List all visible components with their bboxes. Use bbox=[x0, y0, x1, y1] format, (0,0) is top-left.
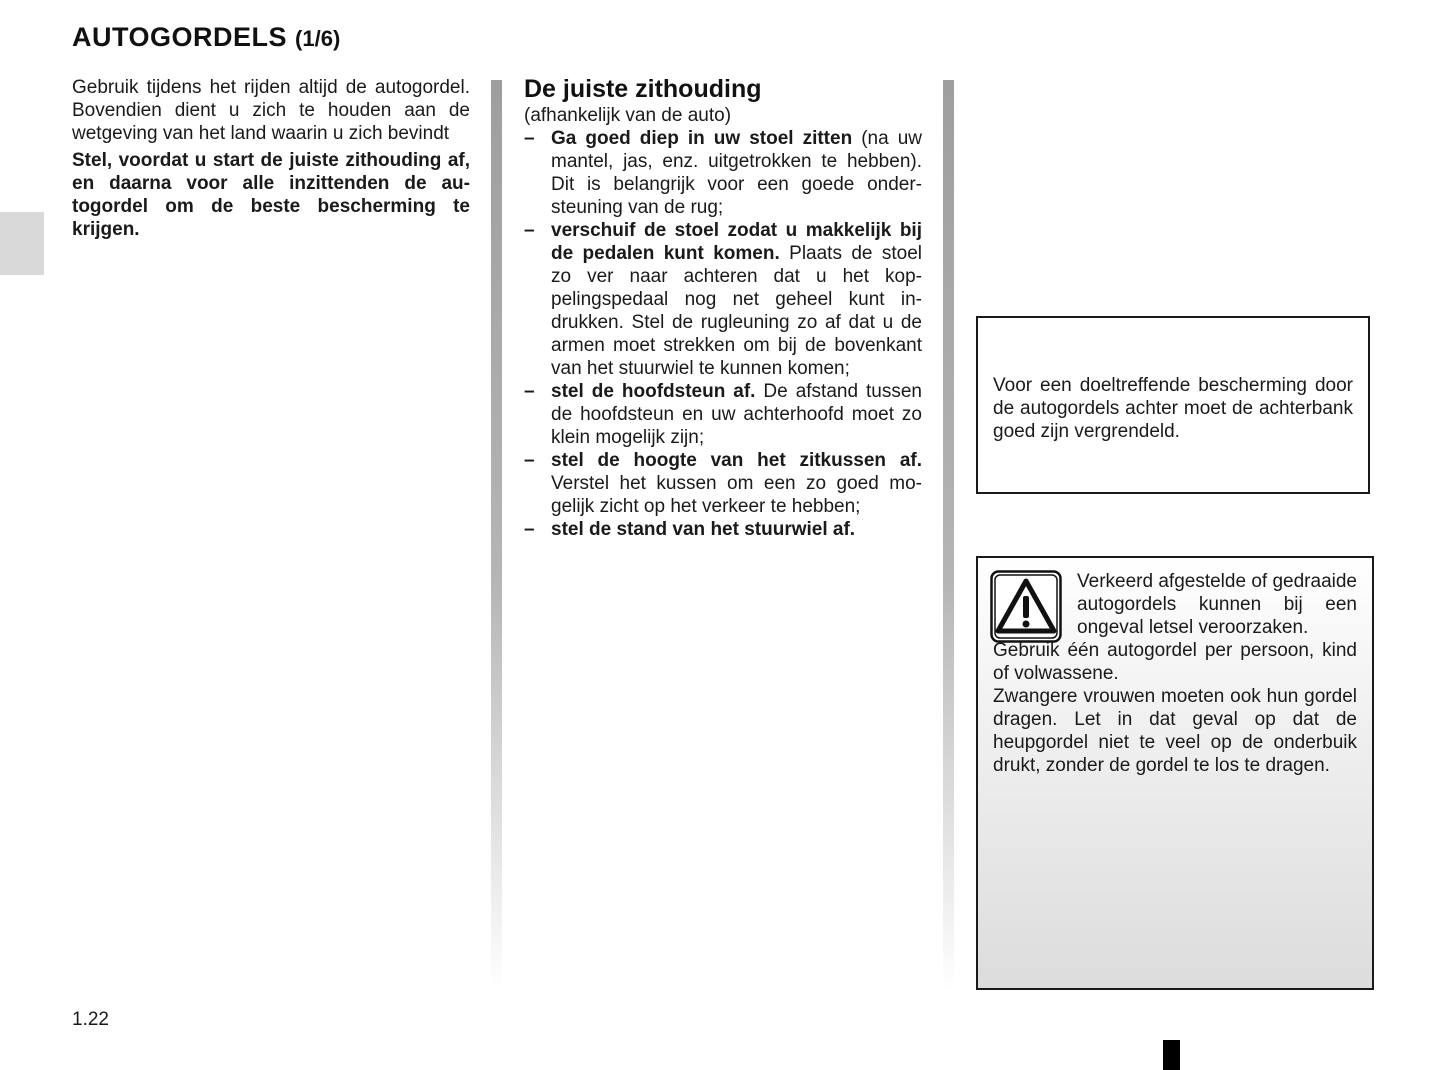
note-text: Voor een doeltreffende bescherming door de autogordels achter moet de achterbank goed zijn vergrendeld. bbox=[993, 375, 1353, 442]
warning-text bbox=[993, 570, 1357, 777]
list-item-bold: Ga goed diep in uw stoel zitten bbox=[551, 128, 853, 149]
note-box bbox=[976, 316, 1370, 494]
section-heading: De juiste zithouding bbox=[524, 75, 762, 103]
warning-paragraph: Gebruik één autogordel per persoon, kind of volwassene. bbox=[993, 640, 1357, 684]
list-dash: – bbox=[524, 220, 535, 241]
warning-paragraph: Zwangere vrouwen moeten ook hun gordel dragen. Let in dat geval op dat de heupgordel niet te veel op de onderbuik drukt, zonder de gordel te los te dragen. bbox=[993, 686, 1357, 776]
warning-lead: Verkeerd afgestelde of gedraaide autogordels kunnen bij een ongeval letsel veroorzaken. bbox=[1077, 571, 1357, 638]
list-item-bold: verschuif de stoel zodat u makkelijk bij de pedalen kunt komen. bbox=[551, 220, 922, 264]
instruction-list bbox=[524, 127, 922, 541]
list-item-text: (na uw mantel, jas, enz. uitgetrokken te hebben). Dit is belangrijk voor een goede ondersteuning van de rug; bbox=[551, 128, 922, 218]
list-dash: – bbox=[524, 519, 535, 540]
list-item-text: Verstel het kussen om een zo goed mogelijk zicht op het verkeer te hebben; bbox=[551, 473, 922, 517]
list-item bbox=[524, 380, 922, 449]
list-dash: – bbox=[524, 450, 535, 471]
chapter-tab-marker bbox=[0, 212, 44, 275]
list-item bbox=[524, 127, 922, 219]
seating-position-section bbox=[524, 74, 922, 541]
intro-column bbox=[72, 76, 470, 241]
page-number: 1.22 bbox=[72, 1009, 109, 1030]
list-item-text: Plaats de stoel zo ver naar achteren dat u het koppelingspedaal nog net geheel kunt indrukken. Stel de rugleuning zo af dat u de armen moet strekken om bij de bovenkant van het stuurwiel te kunnen komen; bbox=[551, 243, 922, 379]
column-divider-left bbox=[491, 80, 502, 990]
list-item-bold: stel de stand van het stuurwiel af. bbox=[551, 519, 856, 540]
list-dash: – bbox=[524, 128, 535, 149]
list-item-text: De afstand tussen de hoofdsteun en uw achterhoofd moet zo klein mogelijk zijn; bbox=[551, 381, 922, 448]
list-item bbox=[524, 518, 922, 541]
column-divider-right bbox=[943, 80, 954, 990]
list-dash: – bbox=[524, 381, 535, 402]
title-part-indicator: (1/6) bbox=[295, 26, 341, 51]
section-subheading: (afhankelijk van de auto) bbox=[524, 105, 732, 126]
title-main: AUTOGORDELS bbox=[72, 22, 288, 52]
list-item-bold: stel de hoogte van het zitkussen af. bbox=[551, 450, 922, 471]
page-title bbox=[72, 22, 340, 53]
warning-box bbox=[976, 556, 1374, 990]
intro-bold-paragraph: Stel, voordat u start de juiste zithouding af, en daarna voor alle inzittenden de autogordel om de beste bescherming te krijgen. bbox=[72, 150, 470, 240]
list-item-bold: stel de hoofdsteun af. bbox=[551, 381, 756, 402]
intro-paragraph: Gebruik tijdens het rijden altijd de autogordel. Bovendien dient u zich te houden aan de wetgeving van het land waarin u zich bevindt bbox=[72, 77, 470, 144]
list-item bbox=[524, 219, 922, 380]
page-edge-marker bbox=[1163, 1040, 1180, 1070]
list-item bbox=[524, 449, 922, 518]
